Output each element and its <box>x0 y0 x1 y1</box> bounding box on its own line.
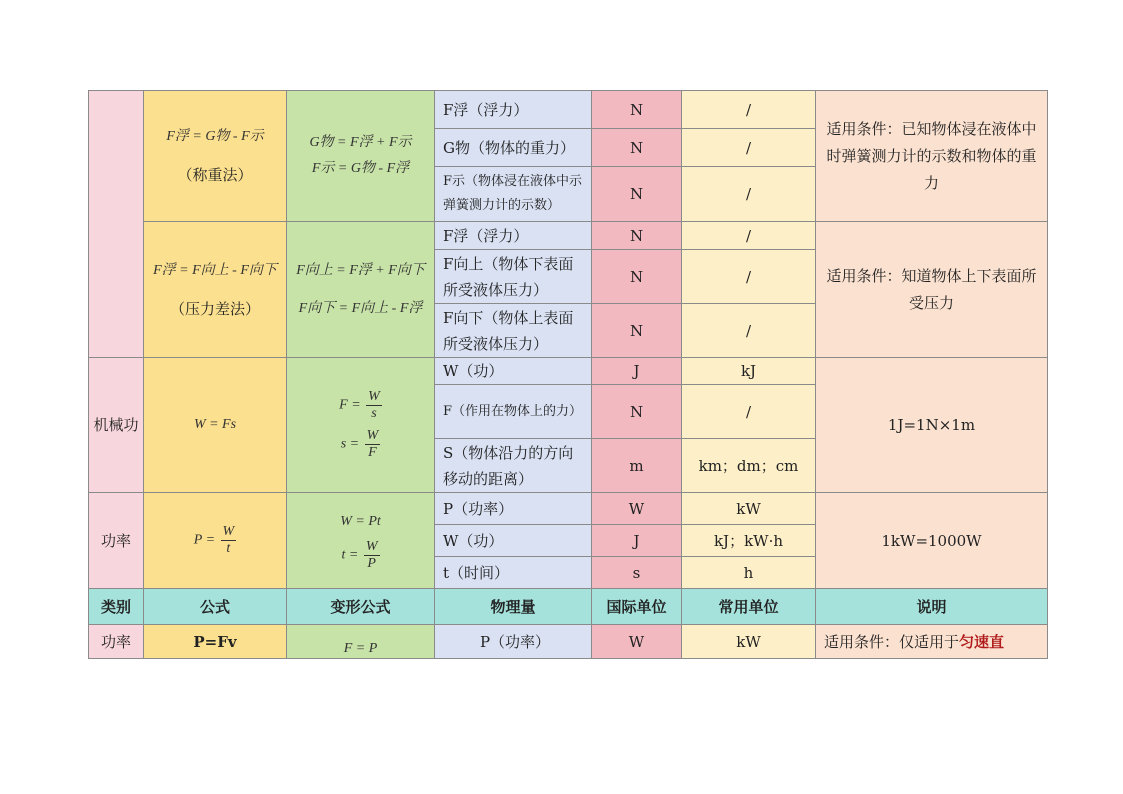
si-unit-cell: N <box>592 167 682 222</box>
header-common-unit: 常用单位 <box>682 589 816 625</box>
quantity-cell: F示（物体浸在液体中示弹簧测力计的示数） <box>435 167 592 222</box>
common-unit-cell: kJ；kW·h <box>682 525 816 557</box>
transform-formula: F向上 = F浮 + F向下 <box>296 262 425 278</box>
si-unit-cell: N <box>592 129 682 167</box>
header-si-unit: 国际单位 <box>592 589 682 625</box>
si-unit-cell: J <box>592 525 682 557</box>
category-cell-buoyancy <box>89 91 144 358</box>
category-cell-power: 功率 <box>89 625 144 659</box>
common-unit-cell: kW <box>682 625 816 659</box>
quantity-cell: P（功率） <box>435 625 592 659</box>
quantity-cell: S（物体沿力的方向移动的距离） <box>435 439 592 493</box>
si-unit-cell: m <box>592 439 682 493</box>
common-unit-cell: kW <box>682 493 816 525</box>
transform-cell <box>287 493 435 589</box>
category-cell-work: 机械功 <box>89 358 144 493</box>
quantity-cell: F浮（浮力） <box>435 222 592 250</box>
method-label: （称重法） <box>177 166 253 184</box>
common-unit-cell: / <box>682 304 816 358</box>
transform-cell <box>287 222 435 358</box>
transform-formula: F = $\frac{W}{s}$ <box>339 389 380 421</box>
note-cell: 1J=1N×1m <box>816 358 1048 493</box>
common-unit-cell: / <box>682 222 816 250</box>
quantity-cell: F浮（浮力） <box>435 91 592 129</box>
common-unit-cell: / <box>682 385 816 439</box>
note-highlight: 匀速直 <box>959 632 1005 651</box>
transform-formula: t = $\frac{W}{P}$ <box>341 539 378 571</box>
si-unit-cell: J <box>592 358 682 385</box>
common-unit-cell: / <box>682 91 816 129</box>
header-note: 说明 <box>816 589 1048 625</box>
quantity-cell: W（功） <box>435 358 592 385</box>
header-transform: 变形公式 <box>287 589 435 625</box>
note-cell <box>816 625 1048 659</box>
transform-cell <box>287 91 435 222</box>
si-unit-cell: N <box>592 385 682 439</box>
si-unit-cell: N <box>592 222 682 250</box>
common-unit-cell: km；dm；cm <box>682 439 816 493</box>
transform-cell: F = P <box>287 625 435 659</box>
common-unit-cell: / <box>682 167 816 222</box>
physics-formula-table <box>88 90 1048 659</box>
quantity-cell: F向下（物体上表面所受液体压力） <box>435 304 592 358</box>
si-unit-cell: W <box>592 493 682 525</box>
formula-cell: P = $\frac{W}{t}$ <box>144 493 287 589</box>
quantity-cell: G物（物体的重力） <box>435 129 592 167</box>
quantity-cell: W（功） <box>435 525 592 557</box>
category-cell-power: 功率 <box>89 493 144 589</box>
formula: F浮 = F向上 - F向下 <box>153 262 277 278</box>
quantity-cell: F向上（物体下表面所受液体压力） <box>435 250 592 304</box>
formula-cell <box>144 91 287 222</box>
quantity-cell: t（时间） <box>435 557 592 589</box>
transform-formula: G物 = F浮 + F示 <box>309 135 412 150</box>
si-unit-cell: W <box>592 625 682 659</box>
common-unit-cell: / <box>682 129 816 167</box>
formula-cell <box>144 222 287 358</box>
header-formula: 公式 <box>144 589 287 625</box>
note-cell: 1kW=1000W <box>816 493 1048 589</box>
transform-formula: F示 = G物 - F浮 <box>311 161 410 176</box>
quantity-cell: F（作用在物体上的力） <box>435 385 592 439</box>
header-quantity: 物理量 <box>435 589 592 625</box>
formula-cell: P=Fv <box>144 625 287 659</box>
transform-formula: F向下 = F向上 - F浮 <box>298 300 423 316</box>
header-category: 类别 <box>89 589 144 625</box>
transform-formula: s = $\frac{W}{F}$ <box>340 428 379 460</box>
si-unit-cell: s <box>592 557 682 589</box>
common-unit-cell: kJ <box>682 358 816 385</box>
formula-cell: W = Fs <box>144 358 287 493</box>
note-cell: 适用条件：知道物体上下表面所受压力 <box>816 222 1048 358</box>
note-text: 适用条件：仅适用于 <box>824 632 960 651</box>
formula: F浮 = G物 - F示 <box>166 129 264 144</box>
quantity-cell: P（功率） <box>435 493 592 525</box>
transform-formula: W = Pt <box>340 514 381 529</box>
note-cell: 适用条件：已知物体浸在液体中时弹簧测力计的示数和物体的重力 <box>816 91 1048 222</box>
si-unit-cell: N <box>592 304 682 358</box>
transform-cell <box>287 358 435 493</box>
si-unit-cell: N <box>592 91 682 129</box>
common-unit-cell: h <box>682 557 816 589</box>
header-row <box>89 589 1048 625</box>
method-label: （压力差法） <box>169 299 260 318</box>
common-unit-cell: / <box>682 250 816 304</box>
si-unit-cell: N <box>592 250 682 304</box>
